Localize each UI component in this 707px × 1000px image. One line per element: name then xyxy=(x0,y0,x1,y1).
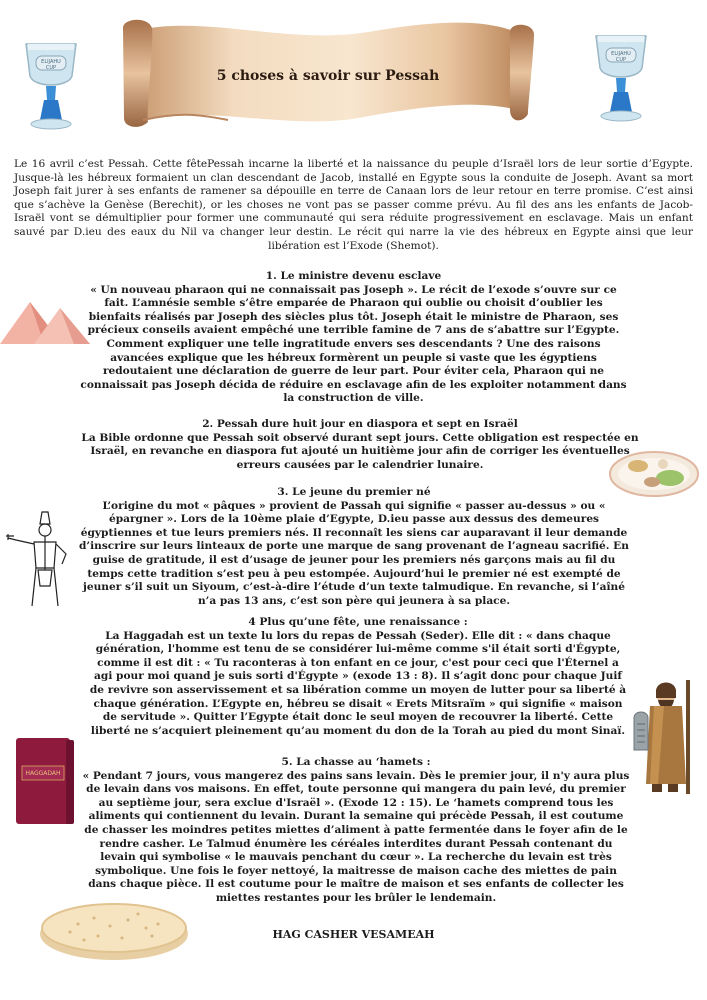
pyramids-illustration xyxy=(0,296,92,348)
section-body: « Pendant 7 jours, vous mangerez des pains sans levain. Dès le premier jour, il n'y aura plus de levain dans vos maisons. En effet, toute personne qui mangera du pain levé, du premier au septième jour, sera exclue d'Israël ». (Exode 12 : 15). Le ‘hamets comprend tous les aliments qui contiennent du levain. Durant la semaine qui précède Pessah, il est coutume de chasser les moindres petites miettes d’aliment à patte fermentée dans le foyer afin de le rendre casher. Le Talmud énumère les céréales interdites durant Pessah contenant du levain qui symbolise « le mauvais penchant du cœur ». La recherche du levain est très symbolique. Une fois le foyer nettoyé, la maitresse de maison cache des miettes de pain dans chaque pièce. Il est coutume pour le maître de maison et ses enfants de collecter les miettes restantes pour les brûler le lendemain. xyxy=(82,769,630,904)
goblet-right xyxy=(592,32,650,124)
haggadah-book-illustration xyxy=(14,736,76,828)
moses-illustration xyxy=(628,676,702,798)
section-heading: 4 Plus qu’une fête, une renaissance : xyxy=(248,616,468,628)
page-title: 5 choses à savoir sur Pessah xyxy=(216,68,440,84)
section-body: La Bible ordonne que Pessah soit observé durant sept jours. Cette obligation est respectée en Israël, en revanche en diaspora fut ajouté un huitième jour afin de corriger les éventuelles erreurs causées par le calendrier lunaire. xyxy=(81,431,639,471)
section-body: La Haggadah est un texte lu lors du repas de Pessah (Seder). Elle dit : « dans chaque génération, l'homme est tenu de se considérer lui-même comme s'il était sorti d'Égypte, comme il est dit : « Tu raconteras à ton enfant en ce jour, c'est pour ceci que l'Éternel a agi pour moi quand je suis sorti d'Égypte » (exode 13 : 8). Il s’agit donc pour chaque Juif de revivre son asservissement et sa libération comme un moyen de lutter pour sa liberté à chaque génération. L’Egypte en, hébreu se disait « Erets Mitsraïm » qui signifie « maison de servitude ». Quitter l’Egypte était donc le seul moyen de recouvrer la liberté. Cette liberté ne s’acquiert pleinement qu’au moment du don de la Torah au pied du mont Sinaï. xyxy=(89,629,627,737)
goblet-label: ELIJAHU CUP xyxy=(41,59,61,71)
intro-paragraph: Le 16 avril c’est Pessah. Cette fêtePessah incarne la liberté et la naissance du peuple d’Israël lors de leur sortie d’Egypte. Jusque-là les hébreux formaient un clan descendant de Jacob, installé en Egypte sous la conduite de Joseph. Avant sa mort Joseph fait jurer à ses enfants de ramener sa dépouille en terre de Canaan lors de leur retour en terre promise. C’est ainsi que s’achève la Genèse (Berechit), or les choses ne vont pas se passer comme prévu. Au fil des ans les enfants de Jacob- Israël vont se démultiplier pour former une communauté qui sera réduite progressivement en esclavage. Mais un enfant sauvé par D.ieu des eaux du Nil va changer leur destin. Le récit qui narre la vie des hébreux en Egypte ainsi que leur libération est l’Exode (Shemot). xyxy=(14,158,693,252)
closing-greeting: HAG CASHER VESAMEAH xyxy=(272,928,435,941)
matzah-illustration xyxy=(38,896,190,962)
matzah-bread-icon xyxy=(38,896,190,962)
section-1 xyxy=(80,270,627,406)
book-icon xyxy=(14,736,76,828)
book-label: HAGGADAH xyxy=(25,770,61,777)
pharaoh-icon xyxy=(4,510,76,610)
wine-goblet-icon xyxy=(592,32,650,124)
goblet-left xyxy=(22,40,80,132)
section-5 xyxy=(82,756,630,906)
section-3 xyxy=(78,486,630,608)
wine-goblet-icon xyxy=(22,40,80,132)
section-4 xyxy=(88,616,628,738)
section-heading: 1. Le ministre devenu esclave xyxy=(265,270,442,282)
section-heading: 3. Le jeune du premier né xyxy=(277,486,431,498)
section-heading: 5. La chasse au ‘hamets : xyxy=(281,756,431,768)
goblet-label: ELIJAHU CUP xyxy=(611,51,631,63)
pyramid-icon xyxy=(0,296,92,348)
moses-with-tablets-icon xyxy=(628,676,702,798)
section-heading: 2. Pessah dure huit jour en diaspora et sept en Israël xyxy=(202,418,518,430)
section-2 xyxy=(80,418,640,472)
egyptian-figure-illustration xyxy=(4,510,76,610)
section-body: « Un nouveau pharaon qui ne connaissait pas Joseph ». Le récit de l’exode s’ouvre sur ce fait. L’amnésie semble s’être emparée de Pharaon qui oublie ou choisit d’oublier les bienfaits réalisés par Joseph des siècles plus tôt. Joseph était le ministre de Pharaon, ses précieux conseils avaient empêché une terrible famine de 7 ans de s’abattre sur l’Egypte. Comment expliquer une telle ingratitude envers ses descendants ? Une des raisons avancées explique que les hébreux formèrent un peuple si vaste que les égyptiens redoutaient une déclaration de guerre de leur part. Pour éviter cela, Pharaon qui ne connaissait pas Joseph décida de réduire en esclavage afin de les exploiter notamment dans la construction de ville. xyxy=(80,283,627,405)
section-body: L’origine du mot « pâques » provient de Passah qui signifie « passer au-dessus » ou « épargner ». Lors de la 10ème plaie d’Egypte, D.ieu passe aux dessus des demeures égyptiennes et tue leurs premiers nés. Il reconnaît les siens car auparavant il leur demande d’inscrire sur leurs linteaux de porte une marque de sang provenant de l’agneau sacrifié. En guise de gratitude, il est d’usage de jeuner pour les premiers nés garçons mais au fil du temps cette tradition s’est peu à peu estompée. Aujourd’hui le premier né est exempté de jeuner s’il suit un Siyoum, c’est-à-dire l’étude d’un texte talmudique. En revanche, si l’aîné n’a pas 13 ans, c’est son père qui jeunera à sa place. xyxy=(79,499,629,607)
